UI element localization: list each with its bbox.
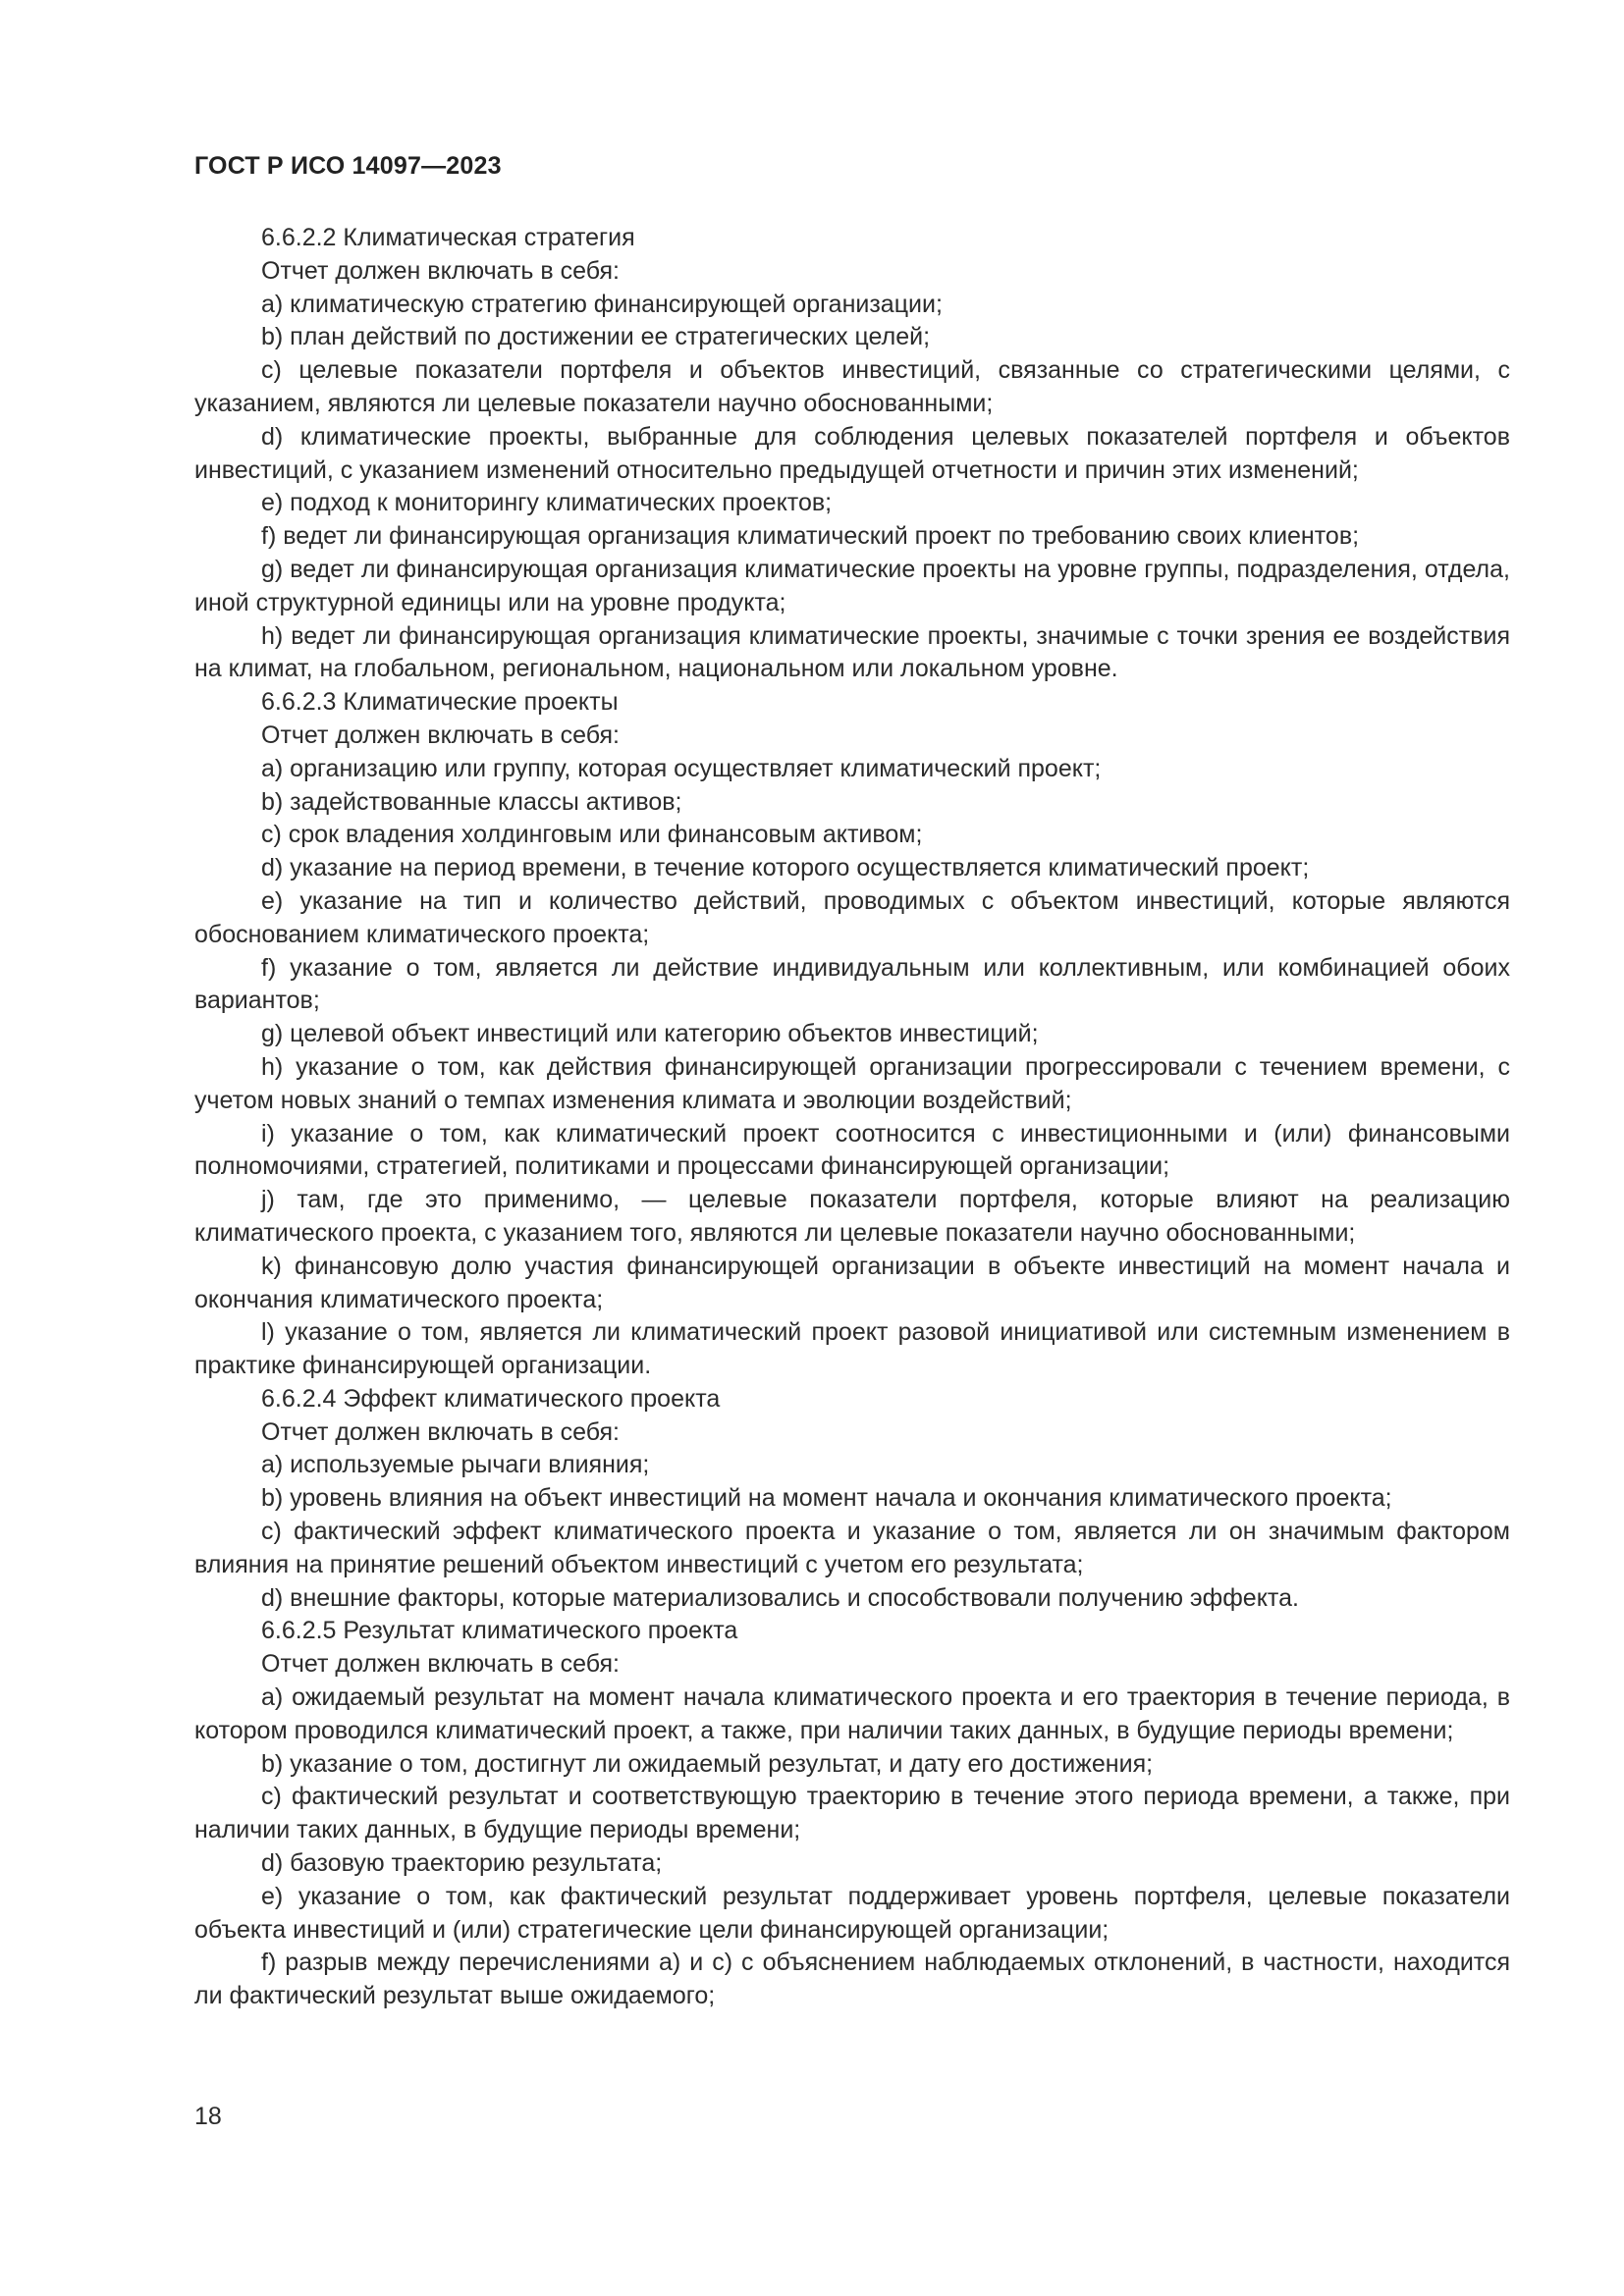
list-item: h) ведет ли финансирующая организация климатические проекты, значимые с точки зрения ее воздействия на климат, на глобальном, региональном, национальном или локальном уровне. <box>194 621 1510 683</box>
list-item: c) целевые показатели портфеля и объектов инвестиций, связанные со стратегическими целями, с указанием, являются ли целевые показатели научно обоснованными; <box>194 356 1510 417</box>
paragraph: Отчет должен включать в себя: <box>261 1417 620 1446</box>
list-item: e) указание о том, как фактический результат поддерживает уровень портфеля, целевые показатели объекта инвестиций и (или) стратегические цели финансирующей организации; <box>194 1882 1510 1944</box>
list-item: d) внешние факторы, которые материализовались и способствовали получению эффекта. <box>261 1583 1299 1612</box>
list-item: e) подход к мониторингу климатических проектов; <box>261 489 833 517</box>
list-item: a) организацию или группу, которая осуществляет климатический проект; <box>261 754 1102 782</box>
paragraph: Отчет должен включать в себя: <box>261 721 620 749</box>
list-item: c) фактический результат и соответствующую траекторию в течение этого периода времени, а также, при наличии таких данных, в будущие периоды времени; <box>194 1783 1510 1844</box>
list-item: f) ведет ли финансирующая организация климатический проект по требованию своих клиентов; <box>261 522 1360 551</box>
list-item: i) указание о том, как климатический проект соотносится с инвестиционными и (или) финансовыми полномочиями, стратегией, политиками и процессами финансирующей организации; <box>194 1119 1510 1181</box>
document-body <box>194 222 1510 2013</box>
section-heading: 6.6.2.3 Климатические проекты <box>261 688 619 717</box>
document-header: ГОСТ Р ИСО 14097—2023 <box>194 152 502 180</box>
list-item: k) финансовую долю участия финансирующей организации в объекте инвестиций на момент начала и окончания климатического проекта; <box>194 1252 1510 1313</box>
paragraph: Отчет должен включать в себя: <box>261 256 620 285</box>
list-item: d) базовую траекторию результата; <box>261 1849 663 1878</box>
list-item: d) указание на период времени, в течение которого осуществляется климатический проект; <box>261 854 1310 882</box>
list-item: h) указание о том, как действия финансирующей организации прогрессировали с течением времени, с учетом новых знаний о темпах изменения климата и эволюции воздействий; <box>194 1052 1510 1114</box>
list-item: f) разрыв между перечислениями a) и c) с объяснением наблюдаемых отклонений, в частности, находится ли фактический результат выше ожидаемого; <box>194 1949 1510 2010</box>
list-item: j) там, где это применимо, — целевые показатели портфеля, которые влияют на реализацию климатического проекта, с указанием того, являются ли целевые показатели научно обоснованными; <box>194 1186 1510 1247</box>
section-heading: 6.6.2.2 Климатическая стратегия <box>261 224 635 251</box>
page-number: 18 <box>194 2103 222 2130</box>
list-item: a) климатическую стратегию финансирующей организации; <box>261 290 943 318</box>
list-item: g) ведет ли финансирующая организация климатические проекты на уровне группы, подразделения, отдела, иной структурной единицы или на уровне продукта; <box>194 555 1510 616</box>
paragraph: Отчет должен включать в себя: <box>261 1650 620 1679</box>
list-item: l) указание о том, является ли климатический проект разовой инициативой или системным изменением в практике финансирующей организации. <box>194 1318 1510 1380</box>
list-item: d) климатические проекты, выбранные для соблюдения целевых показателей портфеля и объектов инвестиций, с указанием изменений относительно предыдущей отчетности и причин этих изменений; <box>194 422 1510 484</box>
list-item: c) фактический эффект климатического проекта и указание о том, является ли он значимым фактором влияния на принятие решений объектом инвестиций с учетом его результата; <box>194 1518 1510 1578</box>
section-heading: 6.6.2.4 Эффект климатического проекта <box>261 1384 721 1413</box>
section-heading: 6.6.2.5 Результат климатического проекта <box>261 1617 738 1645</box>
list-item: b) план действий по достижении ее стратегических целей; <box>261 323 931 351</box>
list-item: b) указание о том, достигнут ли ожидаемый результат, и дату его достижения; <box>261 1749 1154 1778</box>
list-item: a) используемые рычаги влияния; <box>261 1451 650 1479</box>
list-item: b) уровень влияния на объект инвестиций на момент начала и окончания климатического проекта; <box>261 1484 1392 1513</box>
list-item: g) целевой объект инвестиций или категорию объектов инвестиций; <box>261 1020 1039 1048</box>
list-item: b) задействованные классы активов; <box>261 787 682 816</box>
list-item: c) срок владения холдинговым или финансовым активом; <box>261 821 923 849</box>
list-item: e) указание на тип и количество действий, проводимых с объектом инвестиций, которые являются обоснованием климатического проекта; <box>194 886 1510 948</box>
list-item: f) указание о том, является ли действие индивидуальным или коллективным, или комбинацией обоих вариантов; <box>194 953 1510 1015</box>
list-item: a) ожидаемый результат на момент начала климатического проекта и его траектория в течение периода, в котором проводился климатический проект, а также, при наличии таких данных, в будущие периоды времени; <box>194 1683 1510 1744</box>
